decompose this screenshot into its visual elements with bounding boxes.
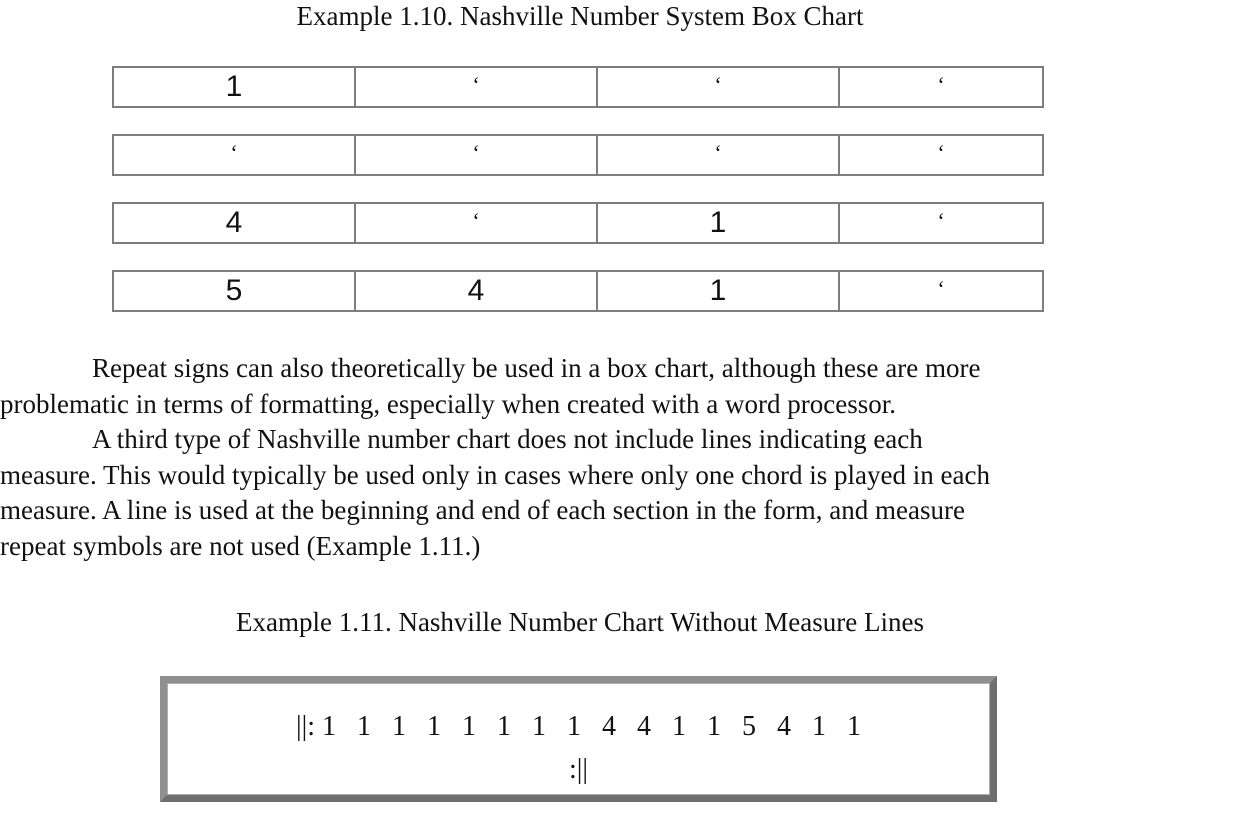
box-chart-cell: ʻ (356, 68, 598, 106)
box-chart-cell: 5 (114, 272, 356, 310)
box-chart-cell: ʻ (356, 136, 598, 174)
box-chart-cell: 1 (598, 204, 840, 242)
box-chart-cell: ʻ (598, 136, 840, 174)
example-1-10-caption: Example 1.10. Nashville Number System Box Chart (296, 1, 864, 31)
box-chart-cell: ʻ (598, 68, 840, 106)
paragraph-line: measure. This would typically be used only in cases where only one chord is played in each (0, 459, 990, 490)
box-chart-row (112, 134, 1044, 176)
box-chart-cell: ʻ (937, 208, 945, 233)
box-chart-row (112, 270, 1044, 312)
box-chart-cell: ʻ (937, 140, 945, 165)
paragraph-line: Repeat signs can also theoretically be used in a box chart, although these are more (92, 353, 981, 383)
paragraph-line: problematic in terms of formatting, especially when created with a word processor. (0, 388, 896, 419)
number-chart-repeat-end: :|| (569, 754, 588, 785)
body-paragraph (0, 351, 1233, 422)
box-chart-cell: ʻ (937, 72, 945, 97)
number-chart-line: ||: 1 1 1 1 1 1 1 1 4 4 1 1 5 4 1 1 (296, 711, 861, 742)
box-chart-cell: 1 (598, 272, 840, 310)
paragraph-line: repeat symbols are not used (Example 1.11.) (0, 530, 481, 561)
body-paragraph (0, 422, 1233, 564)
number-chart-box (160, 676, 997, 802)
box-chart-cell: 1 (114, 68, 356, 106)
paragraph-line: A third type of Nashville number chart does not include lines indicating each (92, 424, 923, 454)
box-chart-cell: 4 (114, 204, 356, 242)
box-chart-row (112, 66, 1044, 108)
box-chart-cell: ʻ (356, 204, 598, 242)
example-1-11-caption: Example 1.11. Nashville Number Chart Without Measure Lines (235, 607, 924, 637)
box-chart-row (112, 202, 1044, 244)
box-chart-cell: 4 (356, 272, 598, 310)
box-chart-cell: ʻ (937, 276, 945, 301)
box-chart-cell: ʻ (114, 136, 356, 174)
paragraph-line: measure. A line is used at the beginning and end of each section in the form, and measure (0, 495, 965, 525)
